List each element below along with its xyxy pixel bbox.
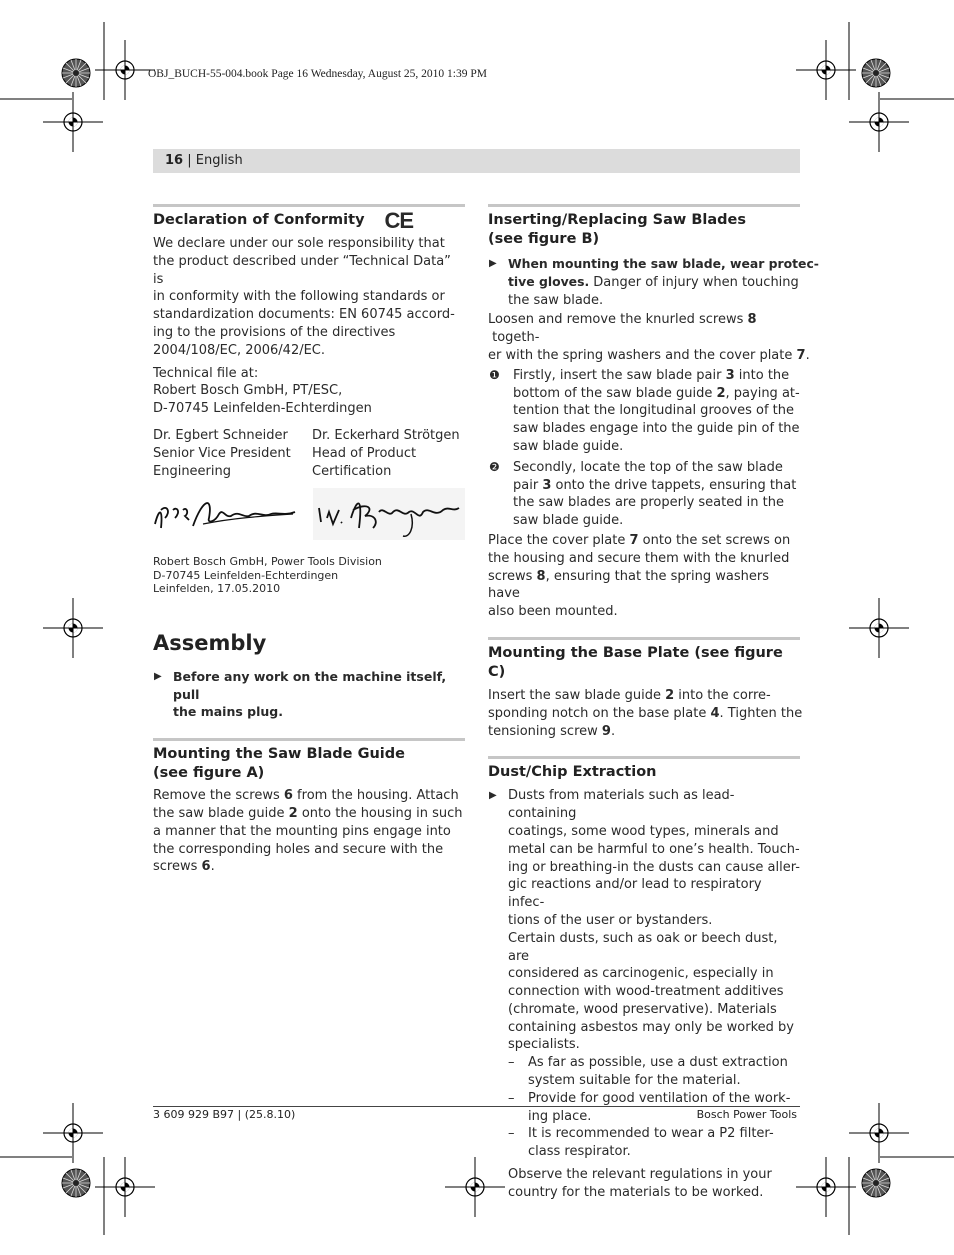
footer-rule bbox=[153, 1106, 800, 1107]
dust-heading: Dust/Chip Extraction bbox=[488, 764, 657, 781]
saw-guide-heading bbox=[153, 745, 465, 783]
signers bbox=[153, 427, 465, 480]
text-line: Observe the relevant regulations in your bbox=[508, 1167, 772, 1183]
text-line: tensioning screw 9. bbox=[488, 723, 616, 739]
base-plate-heading: Mounting the Base Plate (see figure C) bbox=[488, 644, 783, 680]
header-separator: | bbox=[183, 153, 196, 168]
bullet-arrow-icon: ▶ bbox=[154, 670, 162, 682]
ce-mark-icon: CE bbox=[384, 208, 414, 233]
text-line: tive gloves. Danger of injury when touching bbox=[508, 273, 799, 290]
text-line: ing to the provisions of the directives bbox=[153, 324, 396, 340]
text-line: Certain dusts, such as oak or beech dust, are bbox=[508, 930, 778, 964]
step-1-number-icon: ❶ bbox=[489, 367, 500, 382]
section-rule bbox=[488, 204, 800, 207]
signatures bbox=[153, 488, 465, 546]
base-plate-body bbox=[488, 687, 803, 740]
text-line: Dusts from materials such as lead-containing bbox=[508, 788, 735, 822]
saw-guide-body bbox=[153, 787, 465, 876]
text-line: As far as possible, use a dust extraction bbox=[528, 1055, 788, 1071]
text-line: saw blade guide. bbox=[513, 513, 624, 529]
step-2-number-icon: ❷ bbox=[489, 459, 500, 474]
text-line: bottom of the saw blade guide 2, paying at- bbox=[513, 385, 800, 401]
text-line: ing or breathing-in the dusts can cause aller- bbox=[508, 859, 800, 875]
dash-item bbox=[488, 1054, 800, 1090]
text-line: coatings, some wood types, minerals and bbox=[508, 823, 779, 839]
dust-warning bbox=[488, 787, 800, 1054]
text-line: country for the materials to be worked. bbox=[508, 1184, 764, 1200]
heading-line: Mounting the Saw Blade Guide bbox=[153, 746, 405, 763]
text-line: Remove the screws 6 from the housing. Attach bbox=[153, 788, 459, 804]
step-2 bbox=[488, 459, 800, 530]
text-line: Engineering bbox=[153, 463, 231, 479]
text-line: Senior Vice President bbox=[153, 445, 291, 461]
text-line: the saw blade guide 2 onto the housing in such bbox=[153, 806, 463, 822]
text-line: Robert Bosch GmbH, Power Tools Division bbox=[153, 555, 382, 569]
text-line: metal can be harmful to one’s health. Touch- bbox=[508, 841, 800, 857]
signer-1 bbox=[153, 427, 312, 480]
text-line: It is recommended to wear a P2 filter- bbox=[528, 1126, 774, 1142]
text-line: the saw blades are properly seated in the bbox=[513, 495, 784, 511]
text-line: tention that the longitudinal grooves of the bbox=[513, 403, 794, 419]
page-header-bar bbox=[153, 149, 800, 173]
text-line: Insert the saw blade guide 2 into the corre- bbox=[488, 687, 771, 703]
declaration-heading-row bbox=[153, 208, 465, 233]
text-line: saw blade guide. bbox=[513, 438, 624, 454]
text-line: ing place. bbox=[528, 1108, 592, 1124]
section-rule bbox=[153, 738, 465, 741]
text-line: gic reactions and/or lead to respiratory infec- bbox=[508, 877, 762, 911]
text-line: Place the cover plate 7 onto the set screws on bbox=[488, 532, 791, 548]
text-line: Dr. Eckerhard Strötgen bbox=[312, 427, 460, 443]
section-rule bbox=[153, 204, 465, 207]
header-language: English bbox=[195, 153, 243, 168]
text-line: D-70745 Leinfelden-Echterdingen bbox=[153, 568, 339, 582]
text-line: also been mounted. bbox=[488, 604, 618, 620]
assembly-title: Assembly bbox=[153, 630, 267, 655]
text-line: Before any work on the machine itself, pull bbox=[173, 668, 447, 702]
text-line: er with the spring washers and the cover plate 7. bbox=[488, 347, 810, 363]
text-line: Firstly, insert the saw blade pair 3 into the bbox=[513, 367, 790, 383]
heading-line: Inserting/Replacing Saw Blades bbox=[488, 212, 747, 228]
text-line: sponding notch on the base plate 4. Tighten the bbox=[488, 705, 803, 721]
declaration-heading: Declaration of Conformity bbox=[153, 212, 365, 228]
text-line: pair 3 onto the drive tappets, ensuring that bbox=[513, 477, 797, 493]
text-line: Provide for good ventilation of the work- bbox=[528, 1090, 791, 1106]
text-line: Leinfelden, 17.05.2010 bbox=[153, 582, 281, 596]
loosen-text bbox=[488, 311, 810, 364]
text-line: screws 6. bbox=[153, 859, 215, 875]
text-line: Robert Bosch GmbH, PT/ESC, bbox=[153, 383, 343, 399]
text-line: class respirator. bbox=[528, 1144, 631, 1160]
declaration-body bbox=[153, 235, 465, 360]
company-address bbox=[153, 555, 465, 596]
left-column bbox=[153, 204, 465, 876]
text-line: Loosen and remove the knurled screws 8 togeth- bbox=[488, 312, 757, 346]
text-line: the saw blade. bbox=[508, 292, 604, 308]
signature-image bbox=[153, 488, 465, 546]
bullet-arrow-icon: ▶ bbox=[489, 258, 497, 269]
text-line: Head of Product bbox=[312, 445, 417, 461]
text-line: (chromate, wood preservative). Materials bbox=[508, 1001, 777, 1017]
footer-doc-number: 3 609 929 B97 | (25.8.10) bbox=[153, 1108, 296, 1121]
dash-marker: – bbox=[508, 1126, 515, 1142]
text-line: the housing and secure them with the knurled bbox=[488, 550, 790, 566]
text-line: the mains plug. bbox=[173, 704, 283, 720]
text-line: system suitable for the material. bbox=[528, 1073, 741, 1089]
text-line: Secondly, locate the top of the saw blade bbox=[513, 459, 783, 475]
dash-marker: – bbox=[508, 1055, 515, 1071]
text-line: considered as carcinogenic, especially in bbox=[508, 966, 774, 982]
page-header-text bbox=[165, 153, 243, 168]
text-line: specialists. bbox=[508, 1037, 580, 1053]
text-line: saw blades engage into the guide pin of the bbox=[513, 421, 800, 437]
dash-marker: – bbox=[508, 1090, 515, 1106]
text-line: Dr. Egbert Schneider bbox=[153, 427, 288, 443]
footer-brand: Bosch Power Tools bbox=[696, 1108, 797, 1121]
gloves-warning bbox=[488, 255, 819, 309]
heading-line: (see figure A) bbox=[153, 765, 265, 782]
bullet-arrow-icon: ▶ bbox=[489, 790, 497, 802]
text-line: 2004/108/EC, 2006/42/EC. bbox=[153, 342, 326, 358]
assembly-warning bbox=[153, 668, 465, 721]
text-line: standardization documents: EN 60745 accord- bbox=[153, 307, 455, 323]
step-1 bbox=[488, 367, 800, 456]
text-line: screws 8, ensuring that the spring washers have bbox=[488, 568, 769, 602]
text-line: We declare under our sole responsibility that bbox=[153, 236, 445, 251]
section-rule bbox=[488, 756, 800, 759]
text-line: the corresponding holes and secure with the bbox=[153, 841, 444, 857]
text-line: a manner that the mounting pins engage into bbox=[153, 823, 451, 839]
section-rule bbox=[488, 637, 800, 640]
text-line: When mounting the saw blade, wear protec- bbox=[508, 256, 819, 271]
observe-text bbox=[488, 1166, 800, 1202]
text-line: containing asbestos may only be worked by bbox=[508, 1019, 794, 1035]
signer-2 bbox=[312, 427, 460, 480]
text-line: D-70745 Leinfelden-Echterdingen bbox=[153, 401, 372, 417]
text-line: connection with wood-treatment additives bbox=[508, 984, 784, 1000]
right-column bbox=[488, 204, 819, 1202]
file-header: OBJ_BUCH-55-004.book Page 16 Wednesday, August 25, 2010 1:39 PM bbox=[148, 68, 487, 80]
text-line: Technical file at: bbox=[153, 365, 259, 381]
text-line: Certification bbox=[312, 463, 392, 479]
place-text bbox=[488, 532, 800, 621]
text-line: in conformity with the following standards or bbox=[153, 289, 445, 305]
text-line: the product described under “Technical Data” is bbox=[153, 253, 451, 287]
inserting-heading bbox=[488, 211, 800, 249]
technical-file bbox=[153, 365, 465, 418]
page-number: 16 bbox=[165, 153, 184, 168]
heading-line: (see figure B) bbox=[488, 231, 600, 247]
dash-item bbox=[488, 1125, 800, 1161]
text-line: tions of the user or bystanders. bbox=[508, 912, 713, 928]
